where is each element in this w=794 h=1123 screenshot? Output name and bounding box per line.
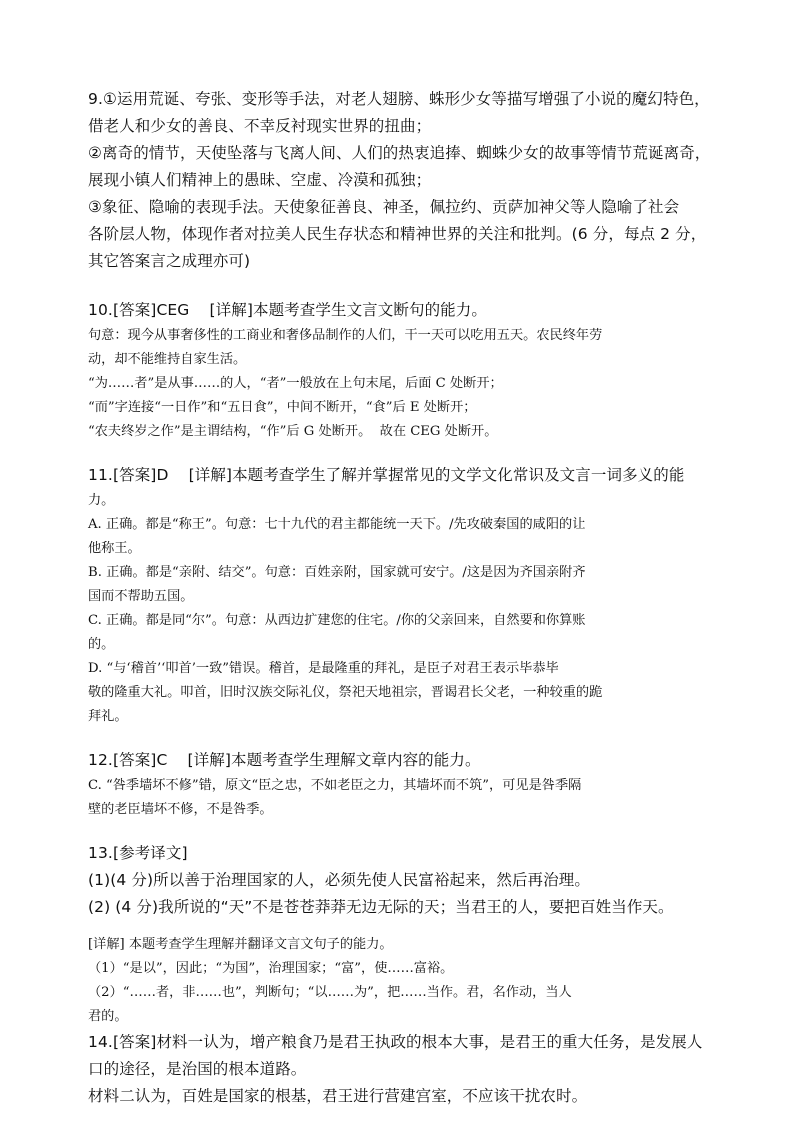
text-line: 借老人和少女的善良、不幸反衬现实世界的扭曲； — [88, 117, 432, 135]
text-line: 君的。 — [88, 1009, 128, 1024]
spacer — [88, 729, 728, 747]
question-9-answer — [88, 86, 728, 275]
translation-line: (1)(4 分)所以善于治理国家的人，必须先使人民富裕起来，然后再治理。 — [88, 871, 590, 889]
text-line: 其它答案言之成理亦可) — [88, 252, 251, 270]
text-line: 壁的老臣墙坏不修，不是咎季。 — [88, 802, 273, 817]
spacer — [88, 275, 728, 297]
text-line: 材料二认为，百姓是国家的根基，君王进行营建宫室，不应该干扰农时。 — [88, 1087, 588, 1105]
spacer — [88, 444, 728, 462]
detail-heading: [详解] 本题考查学生理解并翻译文言文句子的能力。 — [88, 937, 393, 952]
text-line: “为……者”是从事……的人，“者”一般放在上句末尾，后面 C 处断开； — [88, 376, 503, 391]
question-12-answer — [88, 747, 728, 822]
text-line: 国而不帮助五国。 — [88, 589, 194, 604]
text-line: （2）“……者，非……也”，判断句；“以……为”，把……当作。君，名作动，当人 — [88, 985, 572, 1000]
answer-heading: 13.[参考译文] — [88, 844, 188, 862]
text-line: 拜礼。 — [88, 709, 128, 724]
answer-sheet-page — [88, 86, 728, 1110]
text-line: 句意：现今从事奢侈性的工商业和奢侈品制作的人们，干一天可以吃用五天。农民终年劳 — [88, 328, 603, 343]
text-line: ③象征、隐喻的表现手法。天使象征善良、神圣，佩拉约、贡萨加神父等人隐喻了社会 — [88, 198, 680, 216]
text-line: （1）“是以”，因此；“为国”，治理国家；“富”，使……富裕。 — [88, 961, 454, 976]
text-line: 各阶层人物，体现作者对拉美人民生存状态和精神世界的关注和批判。(6 分，每点 2 分， — [88, 225, 707, 243]
text-line: 9.①运用荒诞、夸张、变形等手法，对老人翅膀、蛛形少女等描写增强了小说的魔幻特色， — [88, 90, 710, 108]
option-b-line: B. 正确。都是“亲附、结交”。句意：百姓亲附，国家就可安宁。/这是因为齐国亲附齐 — [88, 565, 586, 580]
question-13-answer — [88, 840, 728, 1029]
text-line: 展现小镇人们精神上的愚昧、空虚、冷漠和孤独； — [88, 171, 432, 189]
option-a-line: A. 正确。都是“称王”。句意：七十九代的君主都能统一天下。/先攻破秦国的咸阳的让 — [88, 517, 586, 532]
spacer — [88, 822, 728, 840]
answer-heading: 12.[答案]C [详解]本题考查学生理解文章内容的能力。 — [88, 751, 481, 769]
text-line: 动，却不能维持自家生活。 — [88, 352, 247, 367]
text-line: 力。 — [88, 493, 115, 508]
question-11-answer — [88, 462, 728, 729]
question-14-answer — [88, 1029, 728, 1110]
option-c-line: C. 正确。都是同“尔”。句意：从西边扩建您的住宅。/你的父亲回来，自然要和你算账 — [88, 613, 586, 628]
answer-heading: 11.[答案]D [详解]本题考查学生了解并掌握常见的文学文化常识及文言一词多义的能 — [88, 466, 685, 484]
text-line: “而”字连接“一日作”和“五日食”，中间不断开，“食”后 E 处断开； — [88, 400, 477, 415]
text-line: C. “咎季墙坏不修”错，原文“臣之忠，不如老臣之力，其墙坏而不筑”，可见是咎季隔 — [88, 778, 582, 793]
translation-line: (2) (4 分)我所说的“天”不是苍苍莽莽无边无际的天；当君王的人，要把百姓当作天。 — [88, 898, 674, 916]
text-line: 的。 — [88, 637, 115, 652]
answer-heading: 10.[答案]CEG [详解]本题考查学生文言文断句的能力。 — [88, 301, 487, 319]
text-line: 他称王。 — [88, 541, 141, 556]
spacer — [88, 921, 728, 933]
option-d-line: D. “与‘稽首’‘叩首’一致”错误。稽首，是最隆重的拜礼，是臣子对君王表示毕恭毕 — [88, 661, 559, 676]
text-line: “农夫终岁之作”是主谓结构，“作”后 G 处断开。 故在 CEG 处断开。 — [88, 424, 498, 439]
text-line: ②离奇的情节，天使坠落与飞离人间、人们的热衷追捧、蜘蛛少女的故事等情节荒诞离奇， — [88, 144, 711, 162]
text-line: 敬的隆重大礼。叩首，旧时汉族交际礼仪，祭祀天地祖宗，晋谒君长父老，一种较重的跪 — [88, 685, 603, 700]
answer-heading: 14.[答案]材料一认为，增产粮食乃是君王执政的根本大事，是君王的重大任务，是发展人 — [88, 1033, 703, 1051]
question-10-answer — [88, 297, 728, 444]
text-line: 口的途径，是治国的根本道路。 — [88, 1060, 307, 1078]
